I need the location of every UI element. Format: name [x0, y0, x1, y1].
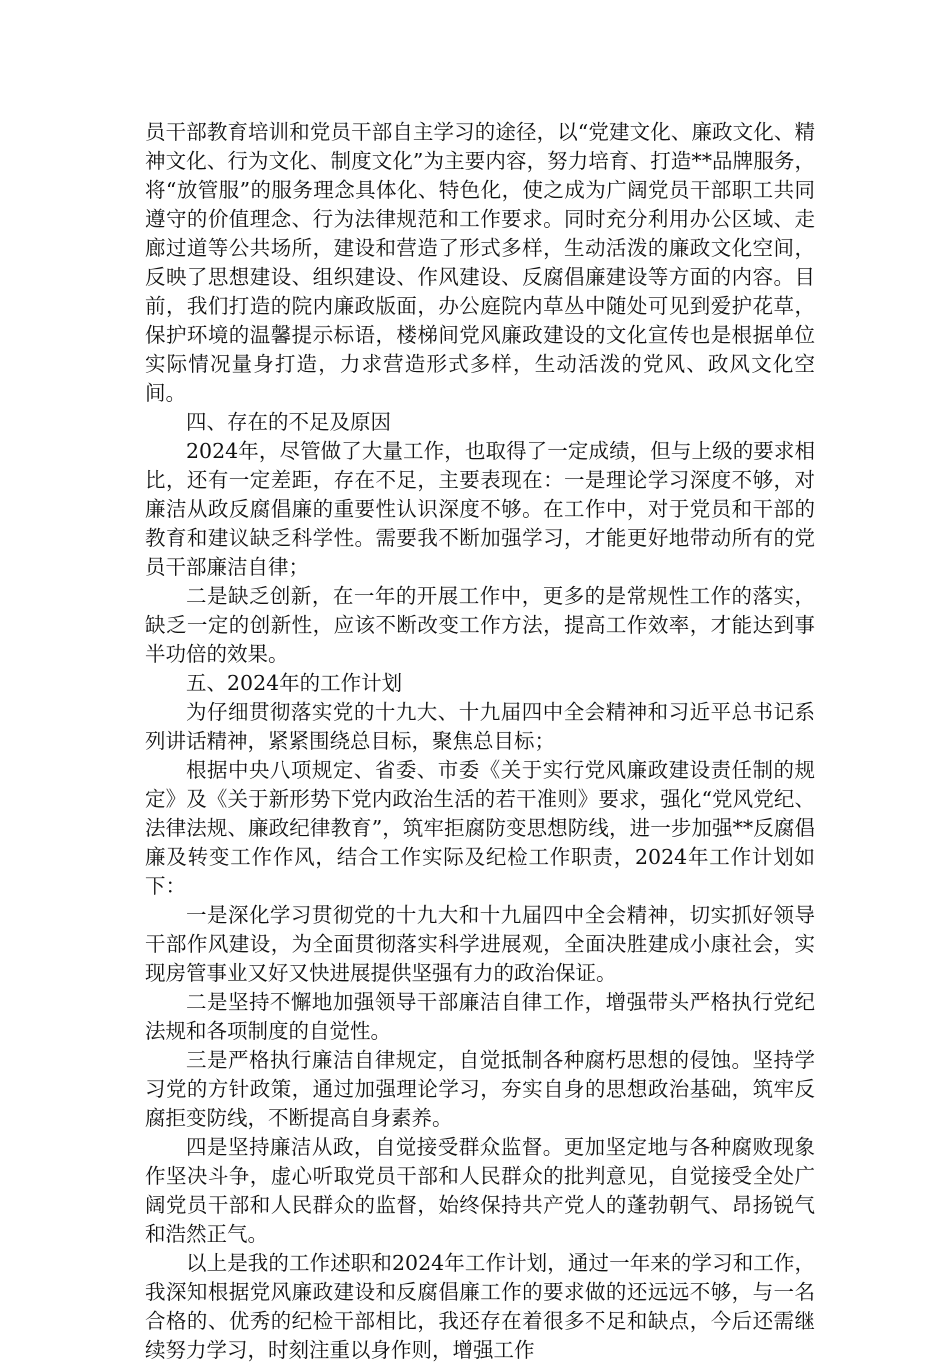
paragraph-plan-item-two: 二是坚持不懈地加强领导干部廉洁自律工作，增强带头严格执行党纪法规和各项制度的自觉性。	[145, 990, 815, 1043]
paragraph-plan-basis: 根据中央八项规定、省委、市委《关于实行党风廉政建设责任制的规定》及《关于新形势下党内政治生活的若干准则》要求，强化“党风党纪、法律法规、廉政纪律教育”，筑牢拒腐防变思想防线，进一步加强**反腐倡廉及转变工作作风，结合工作实际及纪检工作职责，2024年工作计划如下：	[145, 758, 815, 898]
heading-shortcomings: 四、存在的不足及原因	[186, 410, 391, 434]
document-body	[145, 118, 815, 1365]
paragraph-plan-item-three: 三是严格执行廉洁自律规定，自觉抵制各种腐朽思想的侵蚀。坚持学习党的方针政策，通过加强理论学习，夯实自身的思想政治基础，筑牢反腐拒变防线，不断提高自身素养。	[145, 1048, 815, 1130]
paragraph-shortcoming-two: 二是缺乏创新，在一年的开展工作中，更多的是常规性工作的落实，缺乏一定的创新性，应该不断改变工作方法，提高工作效率，才能达到事半功倍的效果。	[145, 584, 815, 666]
paragraph-shortcoming-one: 2024年，尽管做了大量工作，也取得了一定成绩，但与上级的要求相比，还有一定差距，存在不足，主要表现在：一是理论学习深度不够，对廉洁从政反腐倡廉的重要性认识深度不够。在工作中，对于党员和干部的教育和建议缺乏科学性。需要我不断加强学习，才能更好地带动所有的党员干部廉洁自律；	[145, 439, 815, 579]
paragraph-plan-item-one: 一是深化学习贯彻党的十九大和十九届四中全会精神，切实抓好领导干部作风建设，为全面贯彻落实科学进展观，全面决胜建成小康社会，实现房管事业又好又快进展提供坚强有力的政治保证。	[145, 903, 815, 985]
paragraph-conclusion: 以上是我的工作述职和2024年工作计划，通过一年来的学习和工作，我深知根据党风廉政建设和反腐倡廉工作的要求做的还远远不够，与一名合格的、优秀的纪检干部相比，我还存在着很多不足和缺点，今后还需继续努力学习，时刻注重以身作则，增强工作	[145, 1251, 815, 1362]
heading-work-plan: 五、2024年的工作计划	[186, 671, 403, 695]
paragraph-culture-space: 员干部教育培训和党员干部自主学习的途径，以“党建文化、廉政文化、精神文化、行为文化、制度文化”为主要内容，努力培育、打造**品牌服务，将“放管服”的服务理念具体化、特色化，使之成为广阔党员干部职工共同遵守的价值理念、行为法律规范和工作要求。同时充分利用办公区域、走廊过道等公共场所，建设和营造了形式多样，生动活泼的廉政文化空间，反映了思想建设、组织建设、作风建设、反腐倡廉建设等方面的内容。目前，我们打造的院内廉政版面，办公庭院内草丛中随处可见到爱护花草，保护环境的温馨提示标语，楼梯间党风廉政建设的文化宣传也是根据单位实际情况量身打造，力求营造形式多样，生动活泼的党风、政风文化空间。	[145, 120, 815, 405]
paragraph-plan-intro: 为仔细贯彻落实党的十九大、十九届四中全会精神和习近平总书记系列讲话精神，紧紧围绕总目标，聚焦总目标；	[145, 700, 815, 753]
paragraph-plan-item-four: 四是坚持廉洁从政，自觉接受群众监督。更加坚定地与各种腐败现象作坚决斗争，虚心听取党员干部和人民群众的批判意见，自觉接受全处广阔党员干部和人民群众的监督，始终保持共产党人的蓬勃朝气、昂扬锐气和浩然正气。	[145, 1135, 815, 1246]
